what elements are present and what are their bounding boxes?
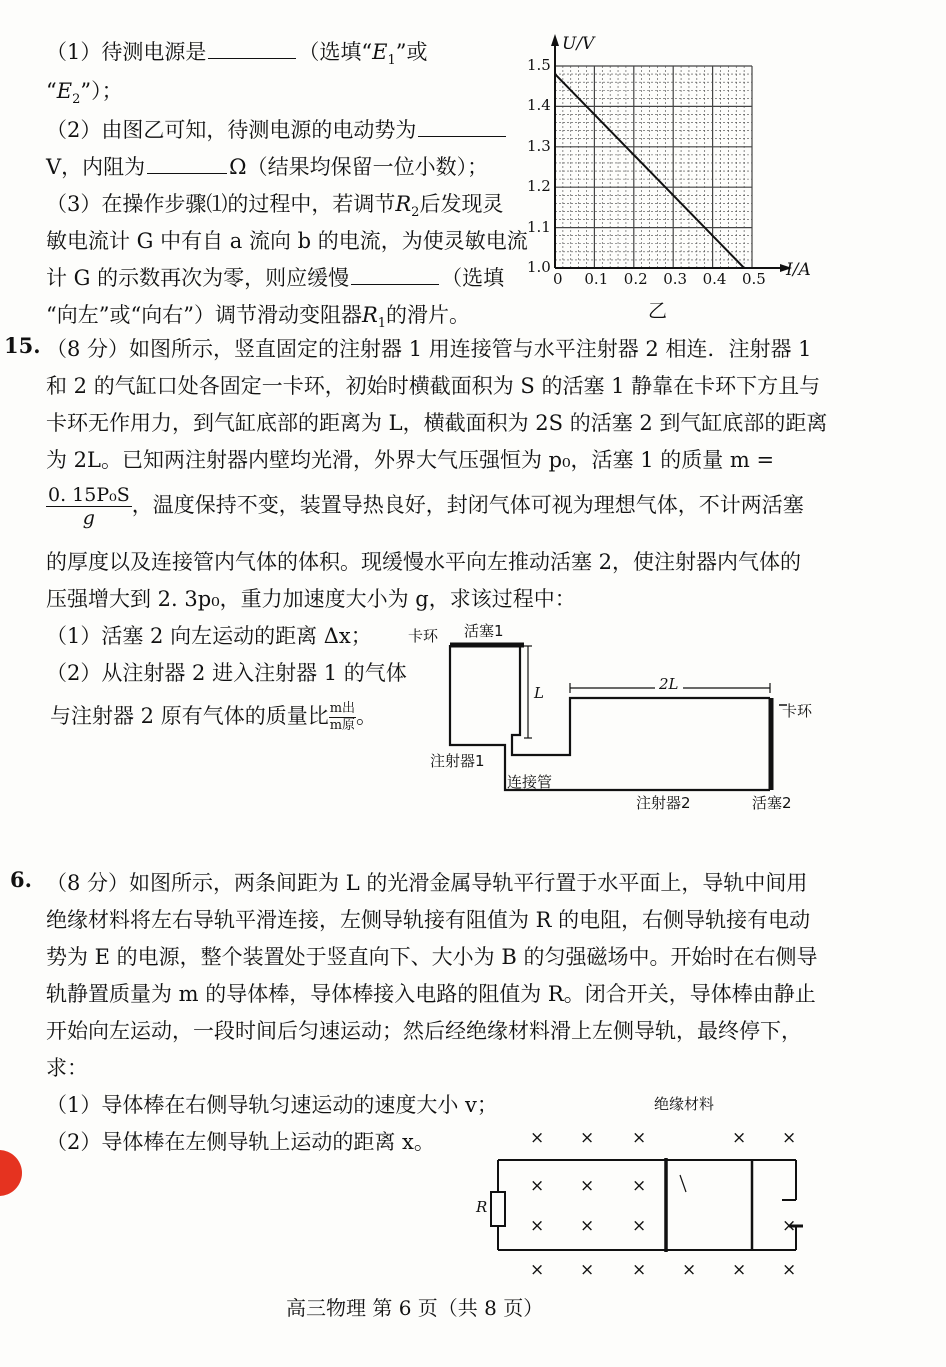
label-zhusheqi2: 注射器2 <box>636 794 691 812</box>
mass-fraction: $\frac{\text{0. 15P₀S}}{g}$ <box>48 484 130 529</box>
field-cross-mark: × <box>580 1216 595 1236</box>
chart-ylabel: U/V <box>562 34 595 54</box>
label-kahuan1: 卡环 <box>408 627 439 645</box>
q15-number: 15. <box>4 333 41 358</box>
y-tick-label: 1.0 <box>527 258 551 276</box>
q16-line2: 绝缘材料将左右导轨平滑连接，左侧导轨接有阻值为 R 的电阻，右侧导轨接有电动 <box>46 908 811 932</box>
q15-sub2: （2）从注射器 2 进入注射器 1 的气体 <box>46 661 407 685</box>
field-cross-mark: × <box>530 1128 545 1148</box>
field-cross-mark: × <box>782 1216 797 1236</box>
field-cross-mark: × <box>580 1176 595 1196</box>
q15-line2: 和 2 的气缸口处各固定一卡环，初始时横截面积为 S 的活塞 1 静靠在卡环下方且与 <box>46 374 821 398</box>
label-jueyuan: 绝缘材料 <box>654 1095 715 1113</box>
q15-sub1: （1）活塞 2 向左运动的距离 Δx； <box>46 624 372 648</box>
x-tick-label: 0.2 <box>623 270 648 288</box>
field-cross-mark: × <box>632 1176 647 1196</box>
chart-title: 乙 <box>648 300 668 322</box>
field-cross-mark: × <box>530 1216 545 1236</box>
field-cross-mark: × <box>782 1128 797 1148</box>
y-tick-label: 1.2 <box>527 177 551 196</box>
q16-sub2: （2）导体棒在左侧导轨上运动的距离 x。 <box>46 1130 435 1154</box>
q14-part2-line1: （2）由图乙可知，待测电源的电动势为 <box>46 114 508 144</box>
q15-line4: 为 2L。已知两注射器内壁均光滑，外界大气压强恒为 p₀，活塞 1 的质量 m = <box>46 448 775 472</box>
field-cross-mark: × <box>632 1216 647 1236</box>
q16-line6: 求： <box>46 1056 88 1080</box>
page-footer: 高三物理 第 6 页（共 8 页） <box>286 1296 544 1320</box>
q15-sub3: 与注射器 2 原有气体的质量比 $\frac{\text{m出}}{\text{m原}}$。 <box>50 701 378 733</box>
field-cross-mark: × <box>632 1128 647 1148</box>
y-tick-label: 1.5 <box>527 56 551 74</box>
x-tick-label: 0.3 <box>663 270 688 288</box>
chart-xlabel: I/A <box>786 260 811 280</box>
q16-line4: 轨静置质量为 m 的导体棒，导体棒接入电路的阻值为 R。闭合开关，导体棒由静止 <box>46 982 816 1006</box>
x-tick-label: 0.5 <box>742 270 766 288</box>
label-huosai2: 活塞2 <box>752 794 792 812</box>
q15-line5: $\frac{\text{0. 15P₀S}}{g}$ ，温度保持不变，装置导热良好，封闭气体可视为理想气体，不计两活塞 <box>48 484 804 529</box>
field-cross-mark: × <box>782 1260 797 1280</box>
field-cross-mark: × <box>580 1260 595 1280</box>
q16-sub1: （1）导体棒在右侧导轨匀速运动的速度大小 v； <box>46 1093 498 1117</box>
x-tick-label: 0.4 <box>702 270 727 288</box>
q15-line3: 卡环无作用力，到气缸底部的距离为 L，横截面积为 2S 的活塞 2 到气缸底部的距离 <box>46 411 828 435</box>
field-cross-mark: × <box>682 1260 697 1280</box>
q15-line7: 压强增大到 2. 3p₀，重力加速度大小为 g，求该过程中： <box>46 587 576 611</box>
field-cross-mark: × <box>632 1260 647 1280</box>
field-cross-mark: × <box>530 1260 545 1280</box>
q14-part3-line3: 计 G 的示数再次为零，则应缓慢 （选填 <box>46 266 505 290</box>
field-cross-mark: × <box>732 1128 747 1148</box>
label-huosai1: 活塞1 <box>464 622 504 640</box>
field-cross-mark: × <box>530 1176 545 1196</box>
y-tick-label: 1.4 <box>527 96 551 115</box>
y-tick-label: 1.1 <box>527 217 551 236</box>
q15-line6: 的厚度以及连接管内气体的体积。现缓慢水平向左推动活塞 2，使注射器内气体的 <box>46 550 802 574</box>
q14-part1-line1: （1）待测电源是 （选填“$E_1$”或 <box>46 40 428 69</box>
resistor-R <box>491 1192 505 1226</box>
x-tick-label: 0 <box>553 270 563 288</box>
q16-line1: （8 分）如图所示，两条间距为 L 的光滑金属导轨平行置于水平面上，导轨中间用 <box>46 871 808 895</box>
field-cross-mark: × <box>732 1260 747 1280</box>
q14-part3-line1: （3）在操作步骤⑴的过程中，若调节$R_2$后发现灵 <box>46 192 504 221</box>
q16-line3: 势为 E 的电源，整个装置处于竖直向下、大小为 B 的匀强磁场中。开始时在右侧导 <box>46 945 818 969</box>
label-zhusheqi1: 注射器1 <box>430 752 485 770</box>
q14-part1-line2: “$E_2$”）； <box>46 79 123 108</box>
field-cross-mark: × <box>580 1128 595 1148</box>
label-L: L <box>534 684 544 702</box>
q15-line1: （8 分）如图所示，竖直固定的注射器 1 用连接管与水平注射器 2 相连．注射器 1 <box>46 337 812 361</box>
y-tick-label: 1.3 <box>527 136 551 155</box>
mass-ratio-fraction: $\frac{\text{m出}}{\text{m原}}$ <box>329 701 356 733</box>
label-R: R <box>476 1198 488 1216</box>
q16-number: 6. <box>10 867 32 892</box>
x-tick-label: 0.1 <box>584 270 609 288</box>
q14-part3-line2: 敏电流计 G 中有自 a 流向 b 的电流，为使灵敏电流 <box>46 229 528 253</box>
q14-part2-line2: V，内阻为 Ω（结果均保留一位小数）； <box>46 155 489 179</box>
label-2L: 2L <box>655 675 683 693</box>
q16-line5: 开始向左运动，一段时间后匀速运动；然后经绝缘材料滑上左侧导轨，最终停下， <box>46 1019 802 1043</box>
q14-part3-line4: “向左”或“向右”）调节滑动变阻器$R_1$的滑片。 <box>46 303 471 332</box>
label-lianjieguan: 连接管 <box>507 773 553 791</box>
label-kahuan2: 卡环 <box>782 702 813 720</box>
